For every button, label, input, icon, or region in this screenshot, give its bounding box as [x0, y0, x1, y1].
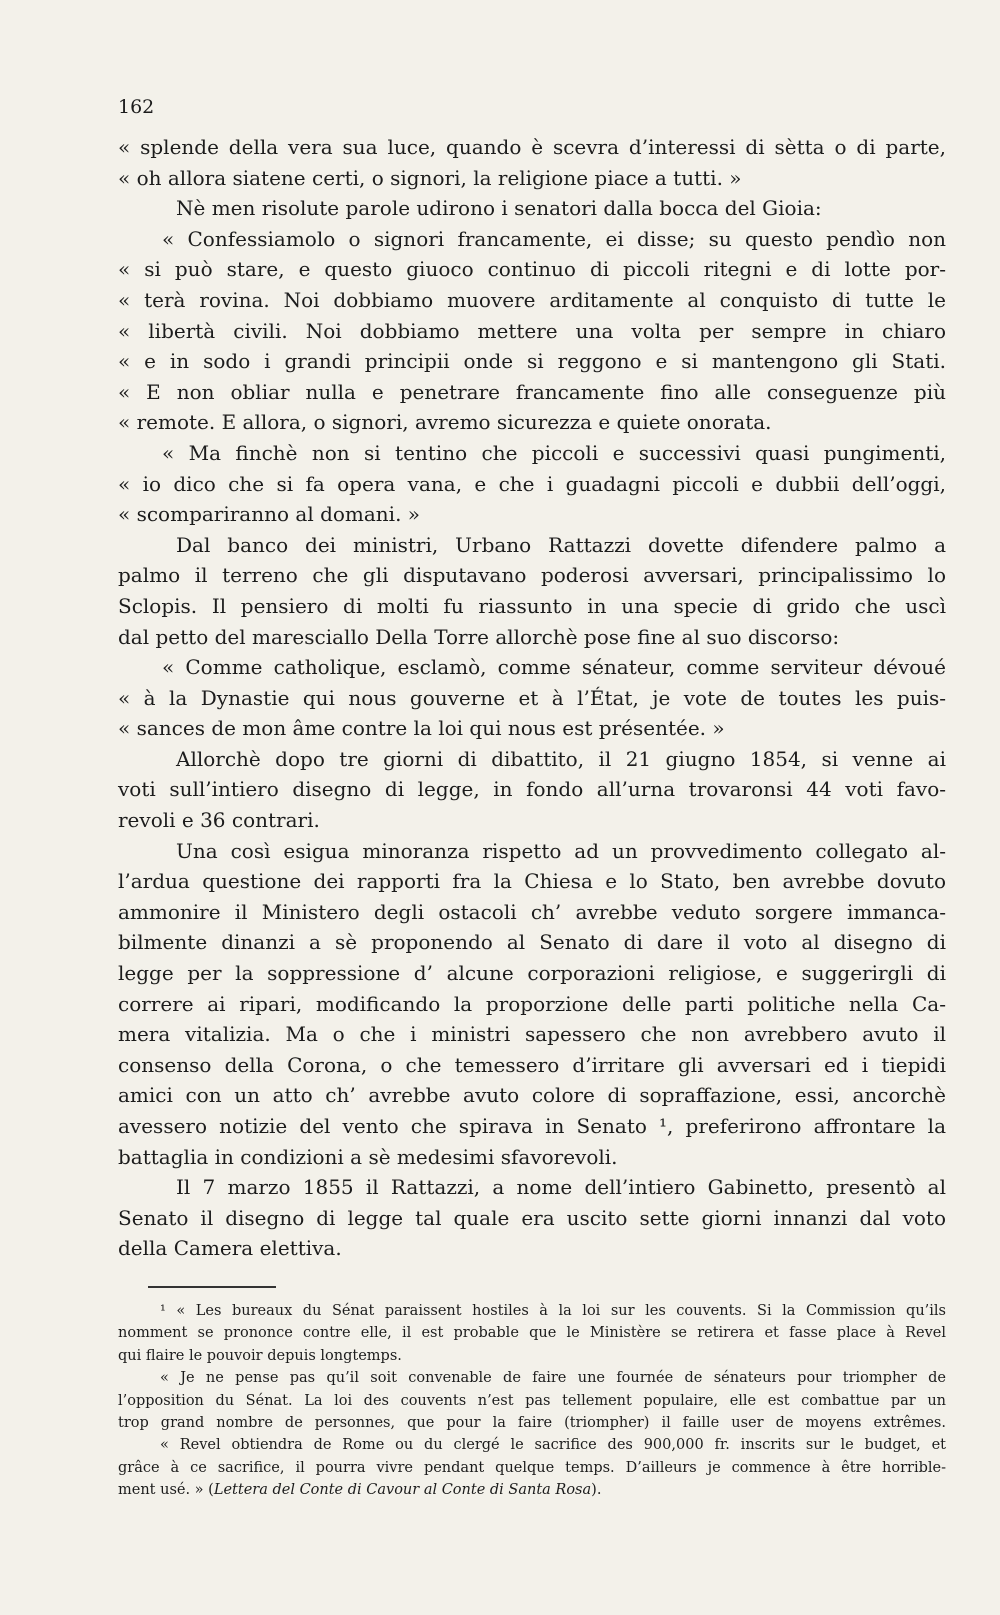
footnote-line: nomment se prononce contre elle, il est probable que le Ministère se retirera et fasse place à Revel — [118, 1325, 946, 1342]
body-line: « remote. E allora, o signori, avremo sicurezza e quiete onorata. — [118, 410, 772, 435]
body-line: amici con un atto ch’ avrebbe avuto colore di sopraffazione, essi, ancorchè — [118, 1083, 946, 1108]
body-line: mera vitalizia. Ma o che i ministri sapessero che non avrebbero avuto il — [118, 1022, 946, 1047]
body-line: della Camera elettiva. — [118, 1236, 342, 1261]
body-line: « sances de mon âme contre la loi qui nous est présentée. » — [118, 716, 725, 741]
body-line: avessero notizie del vento che spirava in Senato ¹, preferirono affrontare la — [118, 1114, 946, 1138]
footnote-separator — [148, 1286, 276, 1288]
footnote-line: grâce à ce sacrifice, il pourra vivre pendant quelque temps. D’ailleurs je commence à être horrible- — [118, 1459, 946, 1476]
footnote-last-prefix: ment usé. » ( — [118, 1482, 214, 1499]
footnote-line: trop grand nombre de personnes, que pour la faire (triompher) il faille user de moyens extrêmes. — [118, 1415, 946, 1431]
body-line: correre ai ripari, modificando la proporzione delle parti politiche nella Ca- — [118, 991, 946, 1016]
body-line: Il 7 marzo 1855 il Rattazzi, a nome dell’intiero Gabinetto, presentò al — [176, 1175, 946, 1200]
body-line: « terà rovina. Noi dobbiamo muovere arditamente al conquisto di tutte le — [118, 287, 946, 312]
body-line: Allorchè dopo tre giorni di dibattito, il 21 giugno 1854, si venne ai — [176, 746, 946, 771]
body-line: Senato il disegno di legge tal quale era uscito sette giorni innanzi dal voto — [118, 1205, 946, 1230]
body-line: consenso della Corona, o che temessero d’irritare gli avversari ed i tiepidi — [118, 1052, 946, 1077]
body-line: palmo il terreno che gli disputavano poderosi avversari, principalissimo lo — [118, 563, 946, 588]
footnotes — [118, 1300, 950, 1479]
body-line: l’ardua questione dei rapporti fra la Chiesa e lo Stato, ben avrebbe dovuto — [118, 869, 946, 894]
footnote-line: « Revel obtiendra de Rome ou du clergé le sacrifice des 900,000 fr. inscrits sur le budget, et — [160, 1437, 946, 1454]
body-line: revoli e 36 contrari. — [118, 808, 320, 833]
body-line: « E non obliar nulla e penetrare francamente fino alle conseguenze più — [118, 379, 946, 404]
body-line: voti sull’intiero disegno di legge, in fondo all’urna trovaronsi 44 voti favo- — [118, 777, 946, 802]
body-line: « Ma finchè non si tentino che piccoli e successivi quasi pungimenti, — [162, 440, 946, 465]
body-line: « io dico che si fa opera vana, e che i guadagni piccoli e dubbii dell’oggi, — [118, 471, 946, 496]
footnote-line: « Je ne pense pas qu’il soit convenable de faire une fournée de sénateurs pour triompher de — [160, 1370, 946, 1387]
body-line: « Confessiamolo o signori francamente, ei disse; su questo pendìo non — [162, 226, 946, 251]
footnote-citation: Lettera del Conte di Cavour al Conte di Santa Rosa — [213, 1482, 592, 1499]
body-line: « à la Dynastie qui nous gouverne et à l’État, je vote de toutes les puis- — [118, 685, 946, 710]
footnote-line: qui flaire le pouvoir depuis longtemps. — [118, 1347, 402, 1364]
footnote-line: l’opposition du Sénat. La loi des couvents n’est pas tellement populaire, elle est combattue par un — [118, 1392, 946, 1409]
body-line: bilmente dinanzi a sè proponendo al Senato di dare il voto al disegno di — [118, 930, 946, 955]
footnote-line: ¹ « Les bureaux du Sénat paraissent hostiles à la loi sur les couvents. Si la Commission qu’ils — [160, 1302, 946, 1319]
body-line: Una così esigua minoranza rispetto ad un provvedimento collegato al- — [176, 838, 946, 863]
body-line: Sclopis. Il pensiero di molti fu riassunto in una specie di grido che uscì — [118, 593, 946, 618]
body-line: legge per la soppressione d’ alcune corporazioni religiose, e suggerirgli di — [118, 961, 946, 986]
body-line: « e in sodo i grandi principii onde si reggono e si mantengono gli Stati. — [118, 349, 946, 374]
body-line: « scompariranno al domani. » — [118, 502, 421, 527]
page-number: 162 — [118, 96, 155, 118]
body-line: dal petto del maresciallo Della Torre allorchè pose fine al suo discorso: — [118, 624, 840, 649]
footnote-line-last — [118, 1479, 946, 1501]
body-line: ammonire il Ministero degli ostacoli ch’ avrebbe veduto sorgere immanca- — [118, 899, 946, 924]
body-line: « si può stare, e questo giuoco continuo di piccoli ritegni e di lotte por- — [118, 257, 946, 282]
body-line: « libertà civili. Noi dobbiamo mettere una volta per sempre in chiaro — [118, 318, 946, 343]
body-line: battaglia in condizioni a sè medesimi sfavorevoli. — [118, 1144, 618, 1169]
body-line: « oh allora siatene certi, o signori, la religione piace a tutti. » — [118, 165, 742, 190]
body-line: « Comme catholique, esclamò, comme sénateur, comme serviteur dévoué — [162, 655, 946, 680]
footnote-last-suffix: ). — [591, 1482, 602, 1499]
body-line: « splende della vera sua luce, quando è scevra d’interessi di sètta o di parte, — [118, 135, 946, 159]
body-text — [118, 132, 946, 1264]
body-line: Dal banco dei ministri, Urbano Rattazzi dovette difendere palmo a — [176, 532, 946, 557]
body-line: Nè men risolute parole udirono i senatori dalla bocca del Gioia: — [176, 196, 822, 221]
